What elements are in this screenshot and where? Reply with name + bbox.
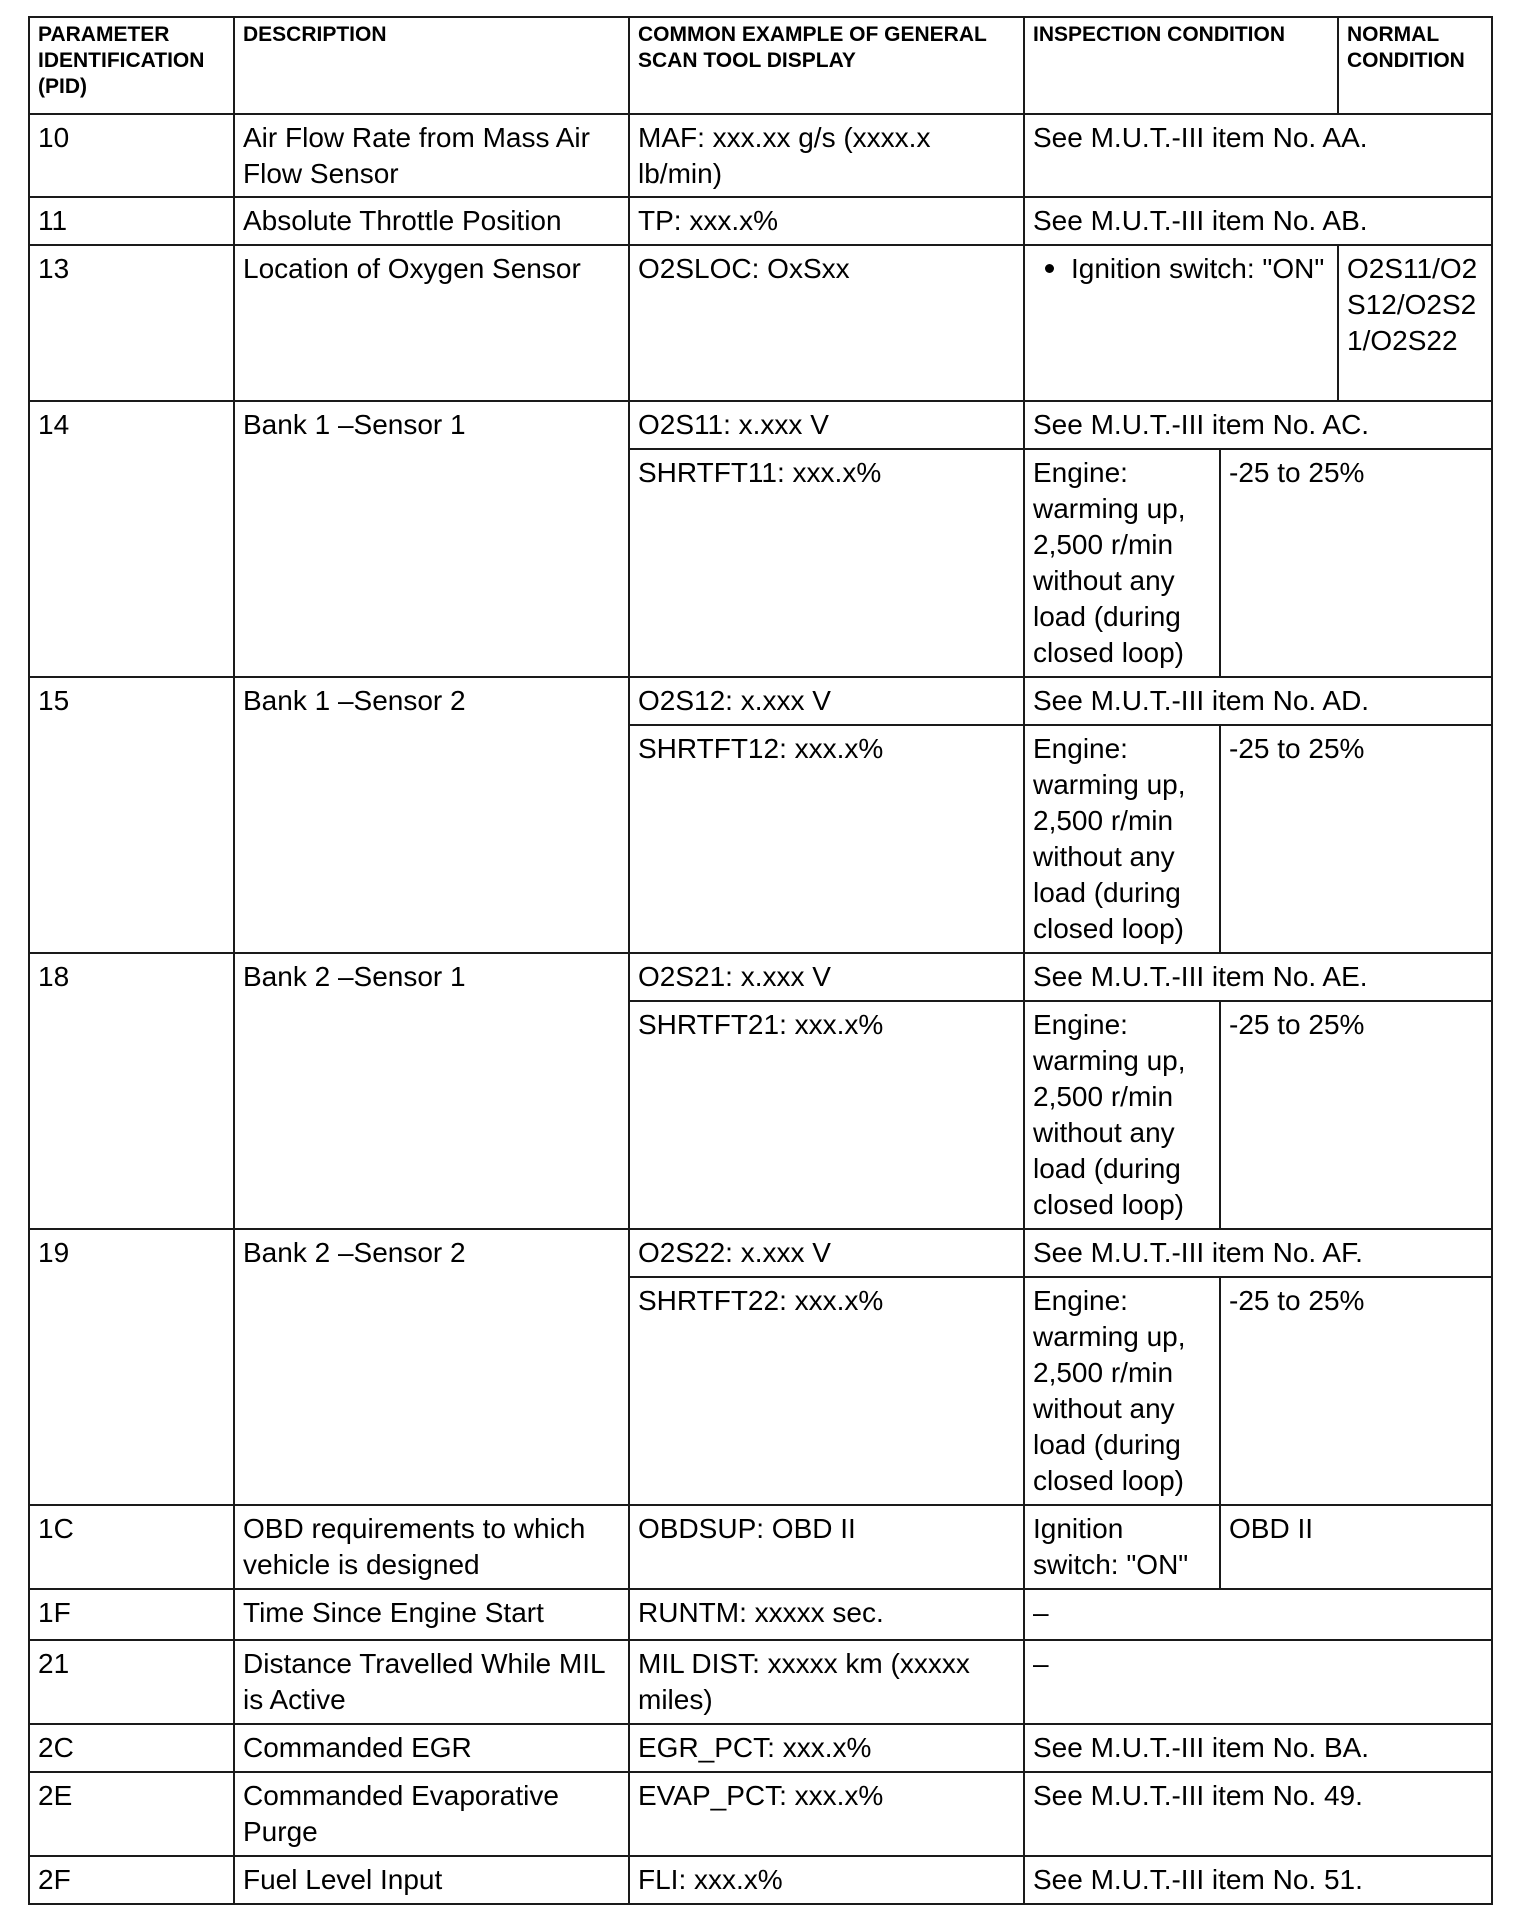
condition-cell: See M.U.T.-III item No. 49. [1024, 1772, 1492, 1856]
pid-cell: 13 [29, 245, 234, 401]
table-row [29, 1724, 1492, 1772]
pid-cell: 2C [29, 1724, 234, 1772]
condition-cell: See M.U.T.-III item No. AC. [1024, 401, 1492, 449]
condition-cell: See M.U.T.-III item No. AE. [1024, 953, 1492, 1001]
display-cell: O2SLOC: OxSxx [629, 245, 1024, 401]
inspection-cell: Engine: warming up, 2,500 r/min without any load (during closed loop) [1024, 1277, 1220, 1505]
description-cell: Fuel Level Input [234, 1856, 629, 1904]
description-cell: Time Since Engine Start [234, 1589, 629, 1640]
description-cell: Bank 1 –Sensor 2 [234, 677, 629, 953]
display-cell: O2S22: x.xxx V [629, 1229, 1024, 1277]
condition-cell: See M.U.T.-III item No. AB. [1024, 197, 1492, 245]
inspection-cell: Ignition switch: "ON" [1024, 1505, 1220, 1589]
display-cell: FLI: xxx.x% [629, 1856, 1024, 1904]
table-row [29, 1856, 1492, 1904]
table-row [29, 953, 1492, 1001]
description-cell: Air Flow Rate from Mass Air Flow Sensor [234, 114, 629, 197]
description-cell: Commanded Evaporative Purge [234, 1772, 629, 1856]
normal-cell: -25 to 25% [1220, 725, 1492, 953]
table-row [29, 114, 1492, 197]
description-cell: Commanded EGR [234, 1724, 629, 1772]
pid-cell: 18 [29, 953, 234, 1229]
display-cell: MIL DIST: xxxxx km (xxxxx miles) [629, 1640, 1024, 1724]
display-cell: O2S12: x.xxx V [629, 677, 1024, 725]
description-cell: Bank 2 –Sensor 2 [234, 1229, 629, 1505]
description-cell: OBD requirements to which vehicle is designed [234, 1505, 629, 1589]
pid-cell: 1C [29, 1505, 234, 1589]
condition-cell: See M.U.T.-III item No. AF. [1024, 1229, 1492, 1277]
normal-cell: -25 to 25% [1220, 1001, 1492, 1229]
table-row [29, 1229, 1492, 1277]
table-row [29, 1640, 1492, 1724]
header-row [29, 17, 1492, 114]
normal-cell: OBD II [1220, 1505, 1492, 1589]
pid-cell: 14 [29, 401, 234, 677]
description-cell: Bank 2 –Sensor 1 [234, 953, 629, 1229]
inspection-cell: Engine: warming up, 2,500 r/min without any load (during closed loop) [1024, 449, 1220, 677]
description-cell: Bank 1 –Sensor 1 [234, 401, 629, 677]
pid-cell: 2F [29, 1856, 234, 1904]
header-pid: PARAMETER IDENTIFICATION (PID) [29, 17, 234, 114]
normal-cell: -25 to 25% [1220, 1277, 1492, 1505]
display-cell: MAF: xxx.xx g/s (xxxx.x lb/min) [629, 114, 1024, 197]
pid-cell: 2E [29, 1772, 234, 1856]
display-cell: TP: xxx.x% [629, 197, 1024, 245]
table-row [29, 197, 1492, 245]
condition-cell: See M.U.T.-III item No. BA. [1024, 1724, 1492, 1772]
display-cell: O2S21: x.xxx V [629, 953, 1024, 1001]
description-cell: Distance Travelled While MIL is Active [234, 1640, 629, 1724]
condition-cell: See M.U.T.-III item No. 51. [1024, 1856, 1492, 1904]
pid-cell: 15 [29, 677, 234, 953]
inspection-list [1033, 251, 1329, 287]
display-cell: SHRTFT21: xxx.x% [629, 1001, 1024, 1229]
pid-cell: 11 [29, 197, 234, 245]
display-cell: EGR_PCT: xxx.x% [629, 1724, 1024, 1772]
table-row [29, 1772, 1492, 1856]
display-cell: OBDSUP: OBD II [629, 1505, 1024, 1589]
pid-cell: 21 [29, 1640, 234, 1724]
condition-cell: – [1024, 1589, 1492, 1640]
table-row [29, 677, 1492, 725]
display-cell: O2S11: x.xxx V [629, 401, 1024, 449]
table-row [29, 401, 1492, 449]
display-cell: EVAP_PCT: xxx.x% [629, 1772, 1024, 1856]
header-inspection: INSPECTION CONDITION [1024, 17, 1338, 114]
condition-cell: – [1024, 1640, 1492, 1724]
condition-cell: See M.U.T.-III item No. AA. [1024, 114, 1492, 197]
pid-cell: 10 [29, 114, 234, 197]
display-cell: SHRTFT22: xxx.x% [629, 1277, 1024, 1505]
header-description: DESCRIPTION [234, 17, 629, 114]
condition-cell: See M.U.T.-III item No. AD. [1024, 677, 1492, 725]
header-normal: NORMAL CONDITION [1338, 17, 1492, 114]
pid-cell: 19 [29, 1229, 234, 1505]
display-cell: SHRTFT11: xxx.x% [629, 449, 1024, 677]
table-row [29, 1505, 1492, 1589]
header-display: COMMON EXAMPLE OF GENERAL SCAN TOOL DISPLAY [629, 17, 1024, 114]
inspection-cell: Engine: warming up, 2,500 r/min without any load (during closed loop) [1024, 725, 1220, 953]
normal-cell: O2S11/O2S12/O2S21/O2S22 [1338, 245, 1492, 401]
pid-table [28, 16, 1493, 1905]
display-cell: RUNTM: xxxxx sec. [629, 1589, 1024, 1640]
description-cell: Location of Oxygen Sensor [234, 245, 629, 401]
inspection-cell [1024, 245, 1338, 401]
inspection-bullet-item: Ignition switch: "ON" [1071, 251, 1329, 287]
normal-cell: -25 to 25% [1220, 449, 1492, 677]
table-row [29, 1589, 1492, 1640]
table-row [29, 245, 1492, 401]
inspection-cell: Engine: warming up, 2,500 r/min without any load (during closed loop) [1024, 1001, 1220, 1229]
description-cell: Absolute Throttle Position [234, 197, 629, 245]
pid-cell: 1F [29, 1589, 234, 1640]
display-cell: SHRTFT12: xxx.x% [629, 725, 1024, 953]
